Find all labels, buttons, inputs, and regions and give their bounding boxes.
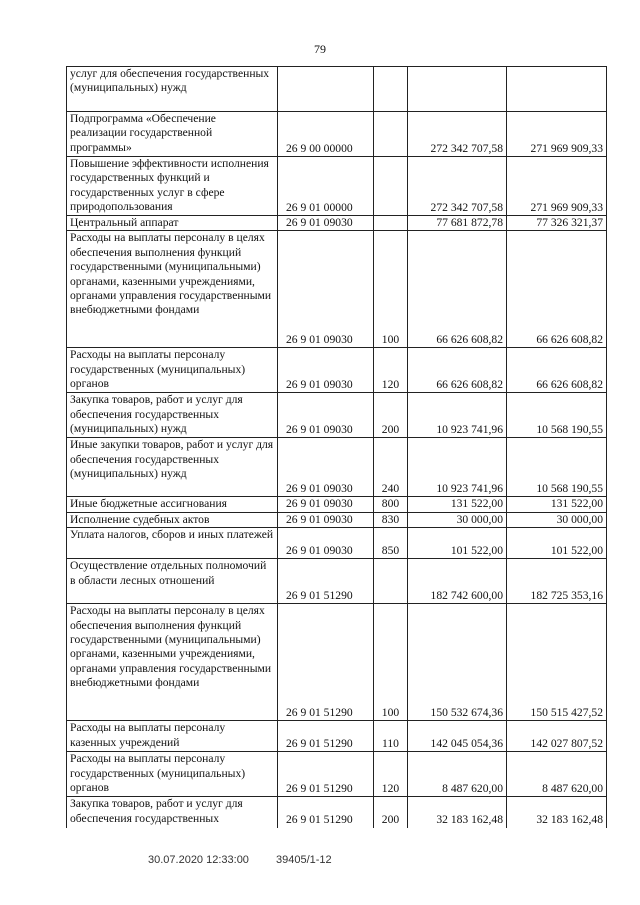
row-name-cell: Уплата налогов, сборов и иных платежей bbox=[67, 528, 278, 559]
row-name-cell: Расходы на выплаты персоналу государственных (муниципальных) органов bbox=[67, 752, 278, 797]
row-amount-2020-cell: 101 522,00 bbox=[408, 528, 507, 559]
row-expense-type-cell: 100 bbox=[374, 231, 408, 348]
row-amount-2021-cell: 271 969 909,33 bbox=[507, 112, 607, 157]
row-name-cell: Расходы на выплаты персоналу в целях обеспечения выполнения функций государственными (муниципальными) органами, казенными учреждениями, органами управления государственными внебюджетными фондами bbox=[67, 231, 278, 348]
row-expense-type-cell bbox=[374, 559, 408, 604]
row-amount-2020-cell: 142 045 054,36 bbox=[408, 721, 507, 752]
row-amount-2020-cell bbox=[408, 67, 507, 112]
row-name-cell: услуг для обеспечения государственных (муниципальных) нужд bbox=[67, 67, 278, 112]
row-amount-2021-cell: 182 725 353,16 bbox=[507, 559, 607, 604]
row-code-cell: 26 9 00 00000 bbox=[278, 112, 374, 157]
row-name-cell: Иные бюджетные ассигнования bbox=[67, 497, 278, 512]
table-row bbox=[67, 67, 607, 112]
row-amount-2021-cell: 32 183 162,48 bbox=[507, 797, 607, 828]
table-row bbox=[67, 604, 607, 721]
row-amount-2021-cell: 30 000,00 bbox=[507, 512, 607, 527]
table-row bbox=[67, 112, 607, 157]
row-amount-2021-cell: 66 626 608,82 bbox=[507, 348, 607, 393]
row-amount-2020-cell: 10 923 741,96 bbox=[408, 393, 507, 438]
row-name-cell: Иные закупки товаров, работ и услуг для обеспечения государственных (муниципальных) нужд bbox=[67, 438, 278, 497]
row-amount-2021-cell: 131 522,00 bbox=[507, 497, 607, 512]
row-name-cell: Закупка товаров, работ и услуг для обеспечения государственных bbox=[67, 797, 278, 828]
footer-date: 30.07.2020 12:33:00 bbox=[148, 854, 249, 866]
row-code-cell: 26 9 01 51290 bbox=[278, 721, 374, 752]
row-expense-type-cell: 110 bbox=[374, 721, 408, 752]
row-amount-2020-cell: 32 183 162,48 bbox=[408, 797, 507, 828]
row-expense-type-cell: 830 bbox=[374, 512, 408, 527]
row-expense-type-cell: 800 bbox=[374, 497, 408, 512]
row-name-cell: Осуществление отдельных полномочий в области лесных отношений bbox=[67, 559, 278, 604]
row-amount-2021-cell: 271 969 909,33 bbox=[507, 157, 607, 216]
row-amount-2021-cell bbox=[507, 67, 607, 112]
table-row bbox=[67, 348, 607, 393]
row-code-cell: 26 9 01 00000 bbox=[278, 157, 374, 216]
row-code-cell: 26 9 01 09030 bbox=[278, 528, 374, 559]
row-code-cell bbox=[278, 67, 374, 112]
table-row bbox=[67, 497, 607, 512]
row-amount-2020-cell: 66 626 608,82 bbox=[408, 348, 507, 393]
row-amount-2021-cell: 77 326 321,37 bbox=[507, 216, 607, 231]
row-amount-2020-cell: 10 923 741,96 bbox=[408, 438, 507, 497]
row-expense-type-cell bbox=[374, 216, 408, 231]
table-row bbox=[67, 797, 607, 828]
table-row bbox=[67, 393, 607, 438]
row-name-cell: Расходы на выплаты персоналу государственных (муниципальных) органов bbox=[67, 348, 278, 393]
row-expense-type-cell: 850 bbox=[374, 528, 408, 559]
row-name-cell: Подпрограмма «Обеспечение реализации государственной программы» bbox=[67, 112, 278, 157]
table-row bbox=[67, 438, 607, 497]
footer-doc-id: 39405/1-12 bbox=[276, 854, 332, 866]
row-code-cell: 26 9 01 09030 bbox=[278, 231, 374, 348]
row-amount-2021-cell: 8 487 620,00 bbox=[507, 752, 607, 797]
row-code-cell: 26 9 01 09030 bbox=[278, 216, 374, 231]
row-amount-2020-cell: 66 626 608,82 bbox=[408, 231, 507, 348]
row-amount-2021-cell: 150 515 427,52 bbox=[507, 604, 607, 721]
row-amount-2020-cell: 182 742 600,00 bbox=[408, 559, 507, 604]
row-name-cell: Центральный аппарат bbox=[67, 216, 278, 231]
row-amount-2021-cell: 142 027 807,52 bbox=[507, 721, 607, 752]
row-code-cell: 26 9 01 51290 bbox=[278, 559, 374, 604]
row-amount-2020-cell: 150 532 674,36 bbox=[408, 604, 507, 721]
row-amount-2020-cell: 272 342 707,58 bbox=[408, 157, 507, 216]
row-amount-2021-cell: 66 626 608,82 bbox=[507, 231, 607, 348]
row-expense-type-cell: 240 bbox=[374, 438, 408, 497]
table-row bbox=[67, 512, 607, 527]
table-row bbox=[67, 721, 607, 752]
row-code-cell: 26 9 01 09030 bbox=[278, 512, 374, 527]
row-expense-type-cell bbox=[374, 112, 408, 157]
row-code-cell: 26 9 01 51290 bbox=[278, 604, 374, 721]
row-expense-type-cell: 200 bbox=[374, 797, 408, 828]
row-amount-2021-cell: 10 568 190,55 bbox=[507, 438, 607, 497]
row-expense-type-cell: 120 bbox=[374, 348, 408, 393]
table-row bbox=[67, 157, 607, 216]
budget-table-body bbox=[67, 67, 607, 828]
row-code-cell: 26 9 01 09030 bbox=[278, 497, 374, 512]
row-amount-2020-cell: 77 681 872,78 bbox=[408, 216, 507, 231]
row-expense-type-cell: 200 bbox=[374, 393, 408, 438]
row-name-cell: Расходы на выплаты персоналу казенных учреждений bbox=[67, 721, 278, 752]
row-amount-2021-cell: 101 522,00 bbox=[507, 528, 607, 559]
row-code-cell: 26 9 01 51290 bbox=[278, 797, 374, 828]
row-expense-type-cell: 100 bbox=[374, 604, 408, 721]
page-number: 79 bbox=[314, 42, 326, 56]
row-code-cell: 26 9 01 09030 bbox=[278, 348, 374, 393]
row-name-cell: Исполнение судебных актов bbox=[67, 512, 278, 527]
row-amount-2020-cell: 131 522,00 bbox=[408, 497, 507, 512]
table-row bbox=[67, 559, 607, 604]
row-name-cell: Повышение эффективности исполнения государственных функций и государственных услуг в сфере природопользования bbox=[67, 157, 278, 216]
row-name-cell: Расходы на выплаты персоналу в целях обеспечения выполнения функций государственными (муниципальными) органами, казенными учреждениями, органами управления государственными внебюджетными фондами bbox=[67, 604, 278, 721]
table-row bbox=[67, 528, 607, 559]
budget-table bbox=[66, 66, 607, 828]
row-amount-2020-cell: 30 000,00 bbox=[408, 512, 507, 527]
table-row bbox=[67, 216, 607, 231]
row-amount-2020-cell: 8 487 620,00 bbox=[408, 752, 507, 797]
row-code-cell: 26 9 01 09030 bbox=[278, 393, 374, 438]
row-code-cell: 26 9 01 51290 bbox=[278, 752, 374, 797]
row-expense-type-cell bbox=[374, 157, 408, 216]
table-row bbox=[67, 752, 607, 797]
row-expense-type-cell bbox=[374, 67, 408, 112]
row-amount-2020-cell: 272 342 707,58 bbox=[408, 112, 507, 157]
row-amount-2021-cell: 10 568 190,55 bbox=[507, 393, 607, 438]
row-code-cell: 26 9 01 09030 bbox=[278, 438, 374, 497]
row-expense-type-cell: 120 bbox=[374, 752, 408, 797]
table-row bbox=[67, 231, 607, 348]
row-name-cell: Закупка товаров, работ и услуг для обеспечения государственных (муниципальных) нужд bbox=[67, 393, 278, 438]
